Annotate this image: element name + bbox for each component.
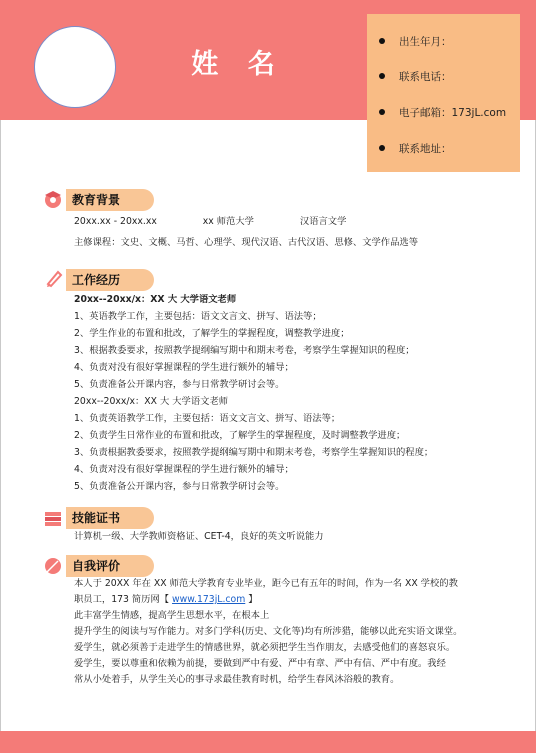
contact-label: 联系地址： xyxy=(399,143,452,155)
section-title-education: 教育背景 xyxy=(66,189,154,211)
graduate-icon xyxy=(43,189,63,209)
section-title-skills: 技能证书 xyxy=(66,507,154,529)
contact-value: 173jL.com xyxy=(451,107,507,119)
self-eval-line: 爱学生，就必须善于走进学生的情感世界，就必须把学生当作朋友，去感受他们的喜怒哀乐。 xyxy=(74,642,456,653)
books-icon xyxy=(43,508,63,528)
list-item: 4、负责对没有很好掌握课程的学生进行额外的辅导； xyxy=(74,464,294,475)
contact-address xyxy=(379,141,452,156)
education-courses: 主修课程：文史、文概、马哲、心理学、现代汉语、古代汉语、思修、文学作品选等 xyxy=(74,237,418,248)
list-item: 3、根据教委要求，按照教学提纲编写期中和期末考卷，考察学生掌握知识的程度； xyxy=(74,345,415,356)
list-item: 2、负责学生日常作业的布置和批改，了解学生的掌握程度，及时调整教学进度； xyxy=(74,430,406,441)
job1-header: 20xx--20xx/x：XX 大 大学语文老师 xyxy=(74,294,237,305)
job2-header: 20xx--20xx/x：XX 大 大学语文老师 xyxy=(74,396,229,407)
list-item: 1、英语教学工作，主要包括：语文文言文、拼写、语法等； xyxy=(74,311,322,322)
self-eval-line: 此丰富学生情感，提高学生思想水平，在根本上 xyxy=(74,610,270,621)
contact-label: 联系电话： xyxy=(399,71,452,83)
pencil-icon xyxy=(44,268,64,288)
contact-phone xyxy=(379,69,452,84)
leaf-icon xyxy=(43,556,63,576)
education-major: 汉语言文学 xyxy=(299,216,347,227)
self-eval-line: 爱学生，要以尊重和依赖为前提，要做到严中有爱、严中有章、严中有信、严中有度。我经 xyxy=(74,658,446,669)
self-eval-line: 提升学生的阅读与写作能力。对多门学科(历史、文化等)均有所涉猎，能够以此充实语文课堂。 xyxy=(74,626,463,637)
list-item: 1、负责英语教学工作，主要包括：语文文言文、拼写、语法等； xyxy=(74,413,341,424)
section-title-work: 工作经历 xyxy=(66,269,154,291)
list-item: 5、负责准备公开课内容，参与日常教学研讨会等。 xyxy=(74,379,285,390)
self-eval-line: 本人于 20XX 年在 XX 师范大学教育专业毕业，距今已有五年的时间，作为一名 XX 学校的教 xyxy=(74,578,458,589)
list-item: 3、负责根据教委要求，按照教学提纲编写期中和期末考卷，考察学生掌握知识的程度； xyxy=(74,447,434,458)
self-eval-text: 职员工，173 简历网【 xyxy=(74,594,173,605)
bullet-icon xyxy=(379,73,385,79)
resume-name: 姓 名 xyxy=(191,49,285,80)
education-period: 20xx.xx - 20xx.xx xyxy=(74,216,157,227)
skills-text: 计算机一级、大学教师资格证、CET-4，良好的英文听说能力 xyxy=(74,531,324,542)
footer-band xyxy=(0,731,536,753)
contact-birth xyxy=(379,34,452,49)
education-row xyxy=(74,215,346,229)
contact-box xyxy=(367,14,520,172)
list-item: 2、学生作业的布置和批改，了解学生的掌握程度，调整教学进度； xyxy=(74,328,350,339)
self-eval-line xyxy=(74,593,258,607)
education-school: xx 师范大学 xyxy=(202,216,254,227)
self-eval-line: 常从小处着手，从学生关心的事寻求最佳教育时机，给学生春风沐浴般的教育。 xyxy=(74,674,400,685)
self-eval-text: 】 xyxy=(245,594,258,605)
contact-label: 出生年月： xyxy=(399,36,452,48)
contact-label: 电子邮箱： xyxy=(399,107,452,119)
list-item: 4、负责对没有很好掌握课程的学生进行额外的辅导； xyxy=(74,362,294,373)
website-link[interactable]: www.173jL.com xyxy=(172,594,246,605)
bullet-icon xyxy=(379,109,385,115)
photo-placeholder[interactable] xyxy=(34,26,116,108)
list-item: 5、负责准备公开课内容，参与日常教学研讨会等。 xyxy=(74,481,285,492)
section-title-self-eval: 自我评价 xyxy=(66,555,154,577)
bullet-icon xyxy=(379,145,385,151)
bullet-icon xyxy=(379,38,385,44)
contact-email xyxy=(379,105,506,120)
